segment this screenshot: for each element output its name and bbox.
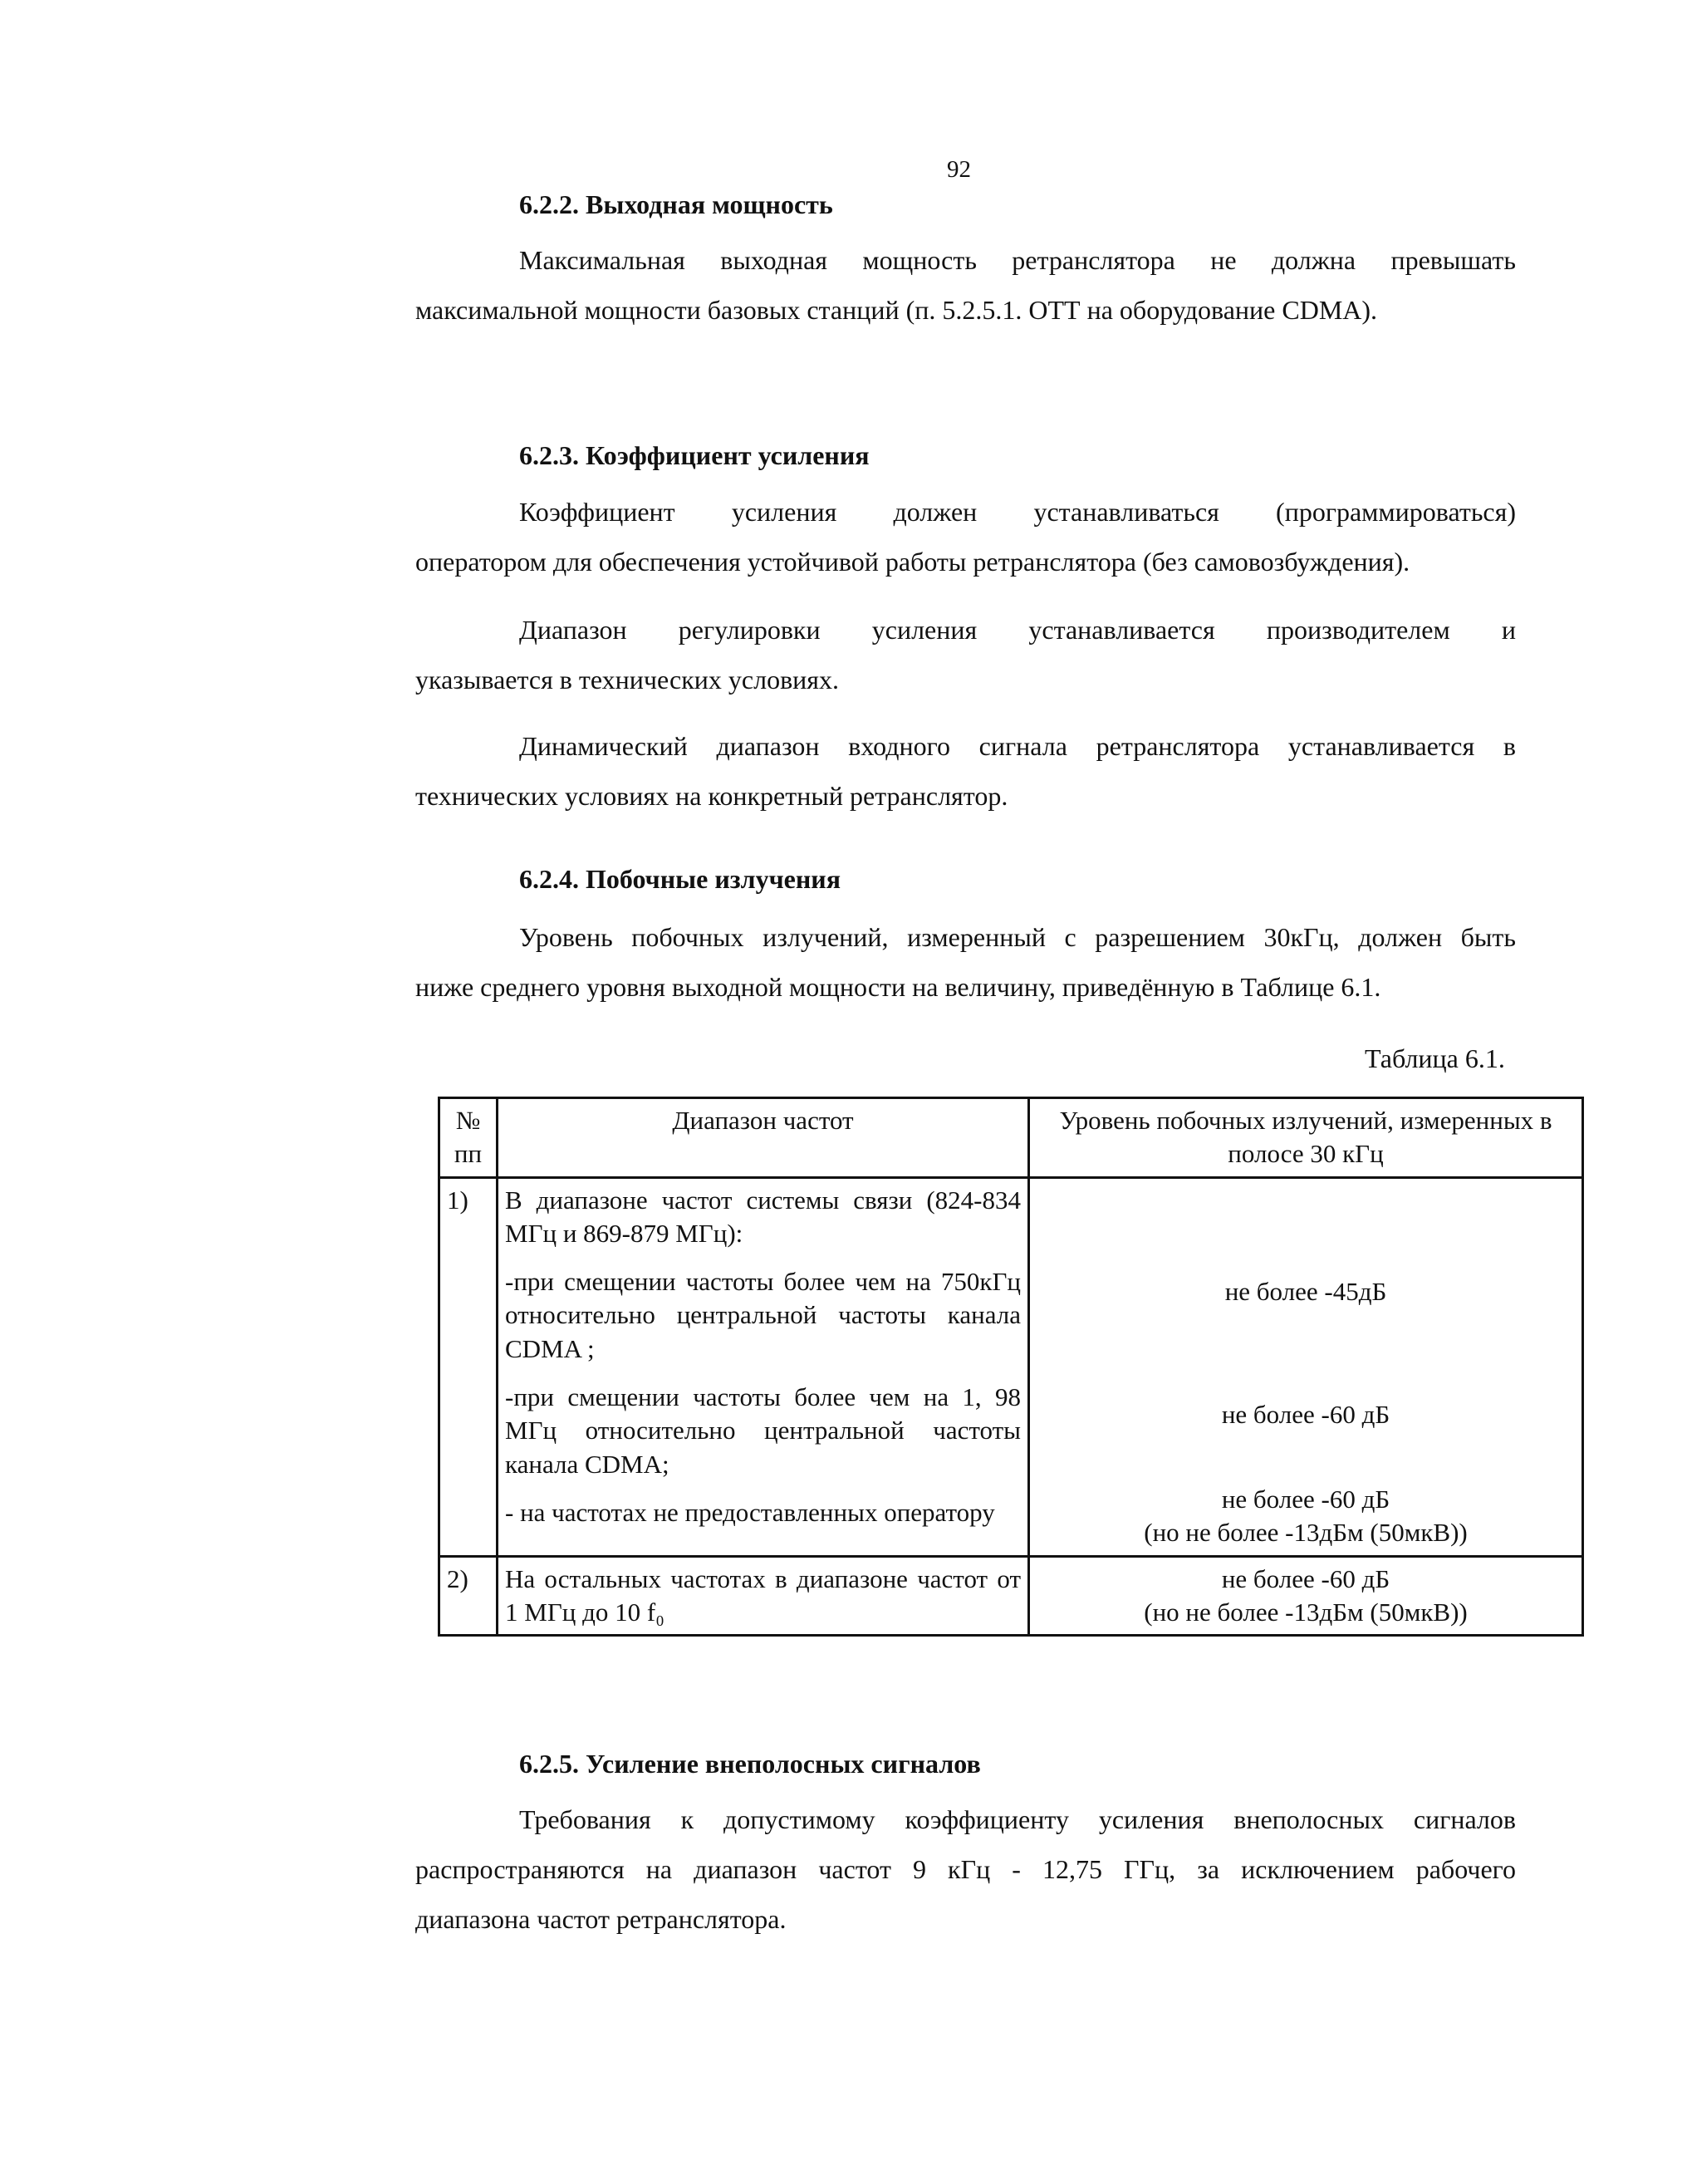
header-emission-level: Уровень побочных излучений, измеренных в полосе 30 кГц — [1029, 1098, 1583, 1178]
level-note: (но не более -13дБм (50мкВ)) — [1144, 1518, 1468, 1548]
range-sub-item: - на частотах не предоставленных оператору — [505, 1497, 995, 1527]
page-number: 92 — [947, 156, 971, 183]
table-header-row — [439, 1098, 1583, 1178]
paragraph-line: максимальной мощности базовых станций (п. 5.2.5.1. ОТТ на оборудование CDMA). — [415, 295, 1378, 325]
paragraph-line: Диапазон регулировки усиления устанавливается производителем и — [519, 615, 1516, 645]
paragraph-line: Динамический диапазон входного сигнала ретранслятора устанавливается в — [519, 731, 1516, 761]
range-intro: В диапазоне частот системы связи (824-834 МГц и 869-879 МГц): — [505, 1185, 1021, 1248]
frequency-range-cell — [498, 1556, 1029, 1636]
range-text: На остальных частотах в диапазоне частот от 1 МГц до 10 f₀ — [505, 1563, 1021, 1627]
section-heading-6-2-5: 6.2.5. Усиление внеполосных сигналов — [519, 1749, 981, 1779]
table-row — [439, 1177, 1583, 1556]
section-heading-6-2-3: 6.2.3. Коэффициент усиления — [519, 440, 870, 470]
paragraph-line: Коэффициент усиления должен устанавливаться (программироваться) — [519, 497, 1516, 527]
emission-level-cell — [1029, 1177, 1583, 1556]
row-number: 2) — [439, 1556, 498, 1636]
paragraph-line: распространяются на диапазон частот 9 кГц - 12,75 ГГц, за исключением рабочего — [415, 1854, 1516, 1884]
row-number: 1) — [439, 1177, 498, 1556]
frequency-range-cell — [498, 1177, 1029, 1556]
level-note: (но не более -13дБм (50мкВ)) — [1144, 1598, 1468, 1627]
level-value: не более -60 дБ — [1221, 1563, 1390, 1593]
paragraph-line: указывается в технических условиях. — [415, 665, 840, 694]
level-value: не более -45дБ — [1224, 1276, 1387, 1306]
paragraph-line: технических условиях на конкретный ретранслятор. — [415, 781, 1008, 811]
level-value: не более -60 дБ — [1221, 1399, 1390, 1429]
table-row — [439, 1556, 1583, 1636]
paragraph-line: Максимальная выходная мощность ретранслятора не должна превышать — [519, 245, 1516, 275]
section-heading-6-2-4: 6.2.4. Побочные излучения — [519, 864, 841, 894]
paragraph-line: оператором для обеспечения устойчивой работы ретранслятора (без самовозбуждения). — [415, 547, 1410, 577]
range-sub-item: -при смещении частоты более чем на 750кГц относительно центральной частоты канала CDMA ; — [505, 1267, 1021, 1363]
emission-level-cell — [1029, 1556, 1583, 1636]
paragraph-line: Уровень побочных излучений, измеренный с разрешением 30кГц, должен быть — [519, 922, 1516, 952]
paragraph-line: ниже среднего уровня выходной мощности на величину, приведённую в Таблице 6.1. — [415, 972, 1381, 1002]
section-heading-6-2-2: 6.2.2. Выходная мощность — [519, 189, 833, 219]
header-frequency-range: Диапазон частот — [498, 1098, 1029, 1178]
spurious-emissions-table — [438, 1097, 1584, 1637]
header-number: № пп — [439, 1098, 498, 1178]
paragraph-line: диапазона частот ретранслятора. — [415, 1904, 787, 1934]
level-value: не более -60 дБ — [1221, 1485, 1390, 1514]
table-caption: Таблица 6.1. — [1365, 1043, 1505, 1073]
range-sub-item: -при смещении частоты более чем на 1, 98 МГц относительно центральной частоты канала CDMA; — [505, 1382, 1021, 1479]
paragraph-line: Требования к допустимому коэффициенту усиления внеполосных сигналов — [519, 1804, 1516, 1834]
